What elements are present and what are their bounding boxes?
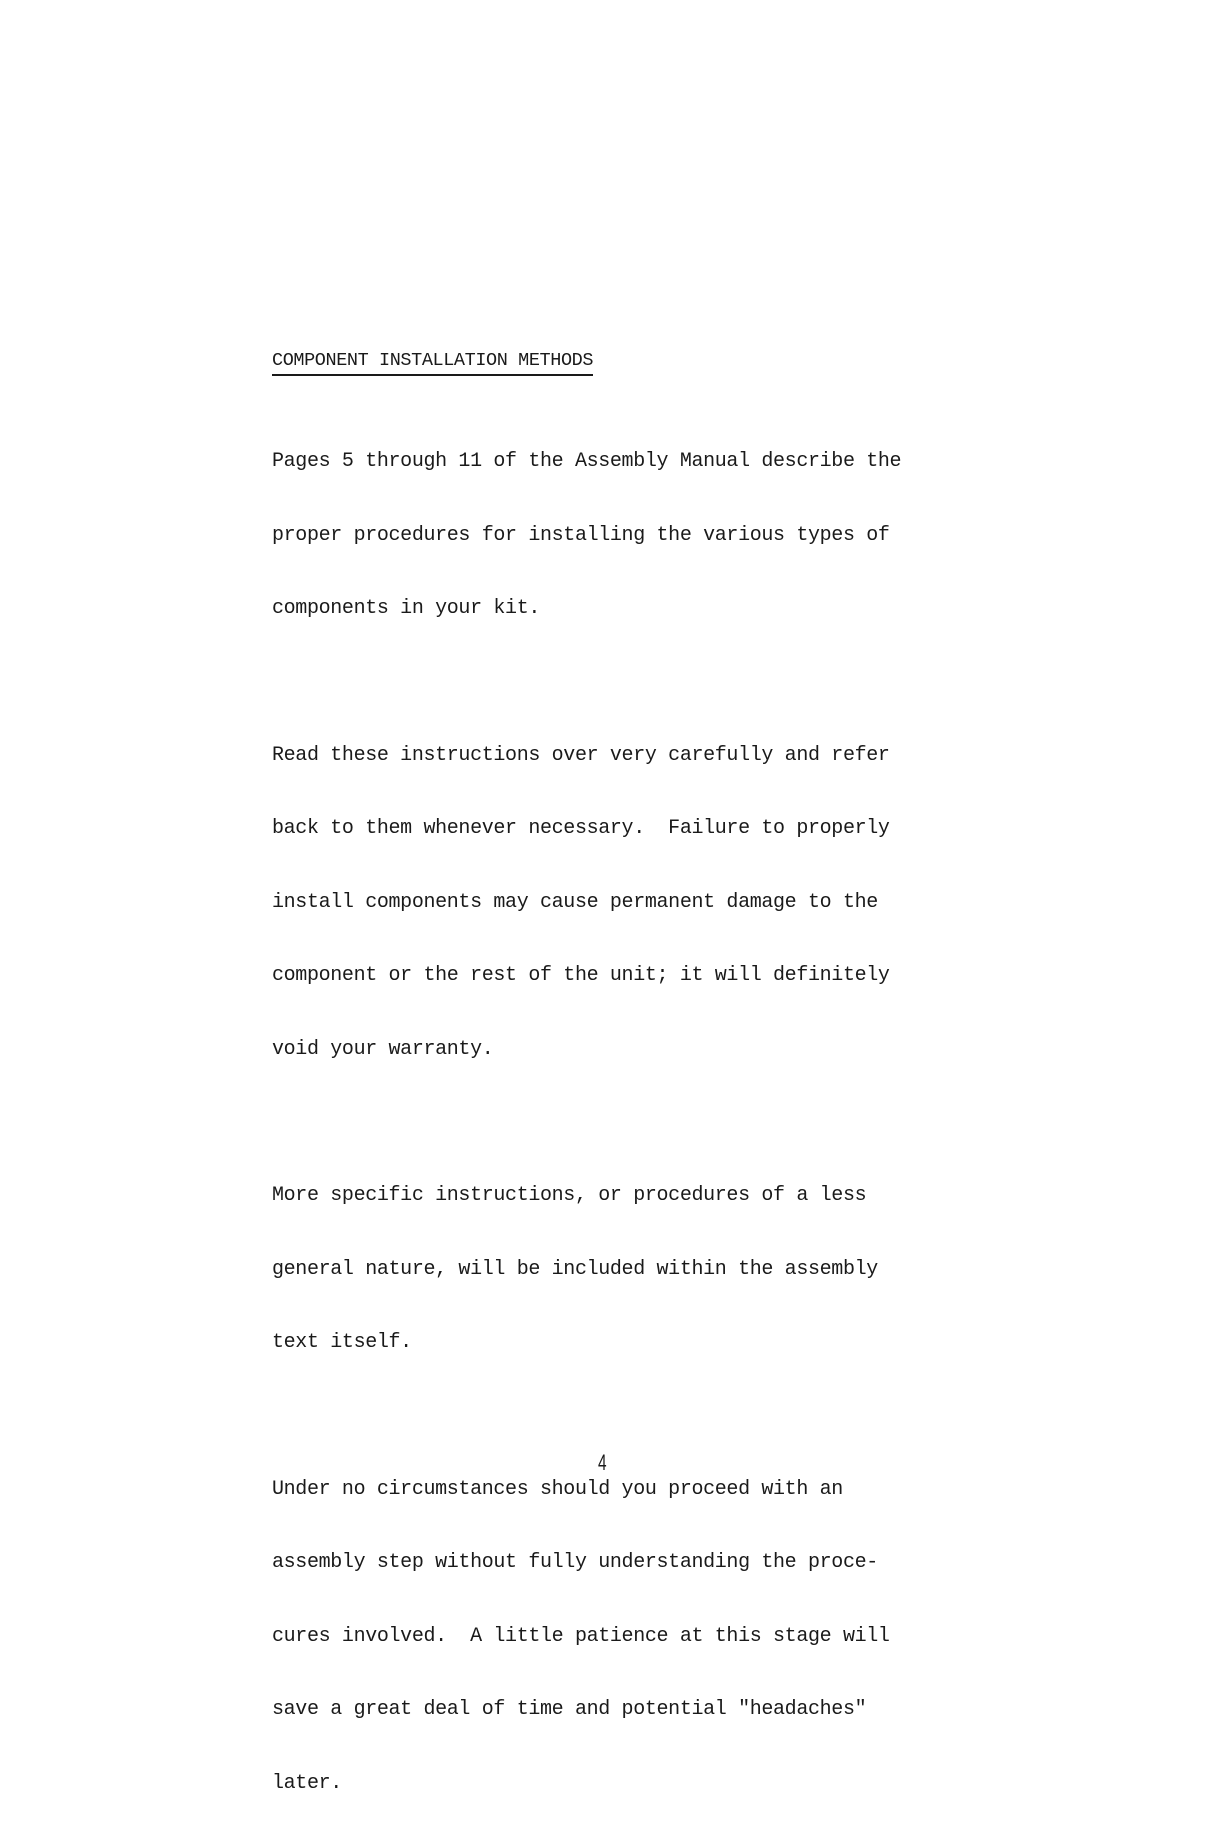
paragraph-2 [272, 695, 972, 1112]
text-line: proper procedures for installing the various types of [272, 524, 972, 549]
text-line: back to them whenever necessary. Failure to properly [272, 817, 972, 842]
text-line: Pages 5 through 11 of the Assembly Manual describe the [272, 450, 972, 475]
document-body [272, 349, 972, 1845]
section-heading: COMPONENT INSTALLATION METHODS [272, 349, 593, 376]
text-line: cures involved. A little patience at this stage will [272, 1625, 972, 1650]
text-line: More specific instructions, or procedures of a less [272, 1184, 972, 1209]
text-line: component or the rest of the unit; it will definitely [272, 964, 972, 989]
text-line: components in your kit. [272, 597, 972, 622]
text-line: later. [272, 1772, 972, 1797]
paragraph-1 [272, 401, 972, 671]
paragraph-4 [272, 1429, 972, 1845]
paragraph-3 [272, 1135, 972, 1405]
text-line: void your warranty. [272, 1038, 972, 1063]
page-number: 4 [598, 1450, 607, 1476]
text-line: assembly step without fully understanding the proce- [272, 1551, 972, 1576]
text-line: general nature, will be included within the assembly [272, 1258, 972, 1283]
text-line: install components may cause permanent damage to the [272, 891, 972, 916]
text-line: Under no circumstances should you proceed with an [272, 1478, 972, 1503]
text-line: text itself. [272, 1331, 972, 1356]
text-line: save a great deal of time and potential "headaches" [272, 1698, 972, 1723]
text-line: Read these instructions over very carefully and refer [272, 744, 972, 769]
